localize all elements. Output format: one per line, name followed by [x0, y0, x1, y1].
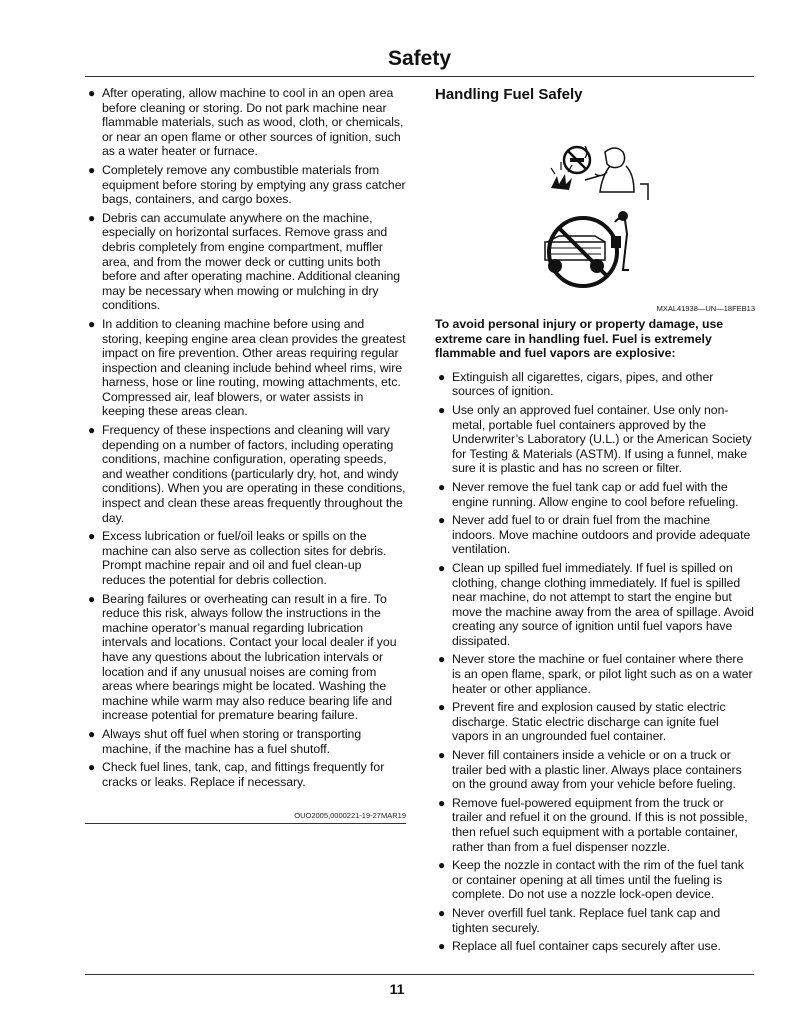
bullet-icon: ●: [438, 939, 446, 954]
list-item: ● Never store the machine or fuel container where there is an open flame, spark, or pilot light such as on a water heater or other appliance.: [438, 652, 753, 696]
section-title: Handling Fuel Safely: [435, 86, 583, 103]
list-item: ● Never overfill fuel tank. Replace fuel tank cap and tighten securely.: [438, 905, 721, 935]
bullet-icon: ●: [438, 560, 446, 575]
bullet-icon: ●: [88, 726, 96, 741]
bullet-icon: ●: [438, 369, 446, 384]
list-item: ● Keep the nozzle in contact with the rim of the fuel tank or container opening at all times until the fueling is complete. Do not use a nozzle lock-open device.: [438, 858, 744, 902]
bullet-icon: ●: [438, 700, 446, 715]
fuel-safety-illustration: [435, 114, 755, 302]
flame-icon: [551, 162, 572, 190]
bullet-icon: ●: [438, 795, 446, 810]
bullet-icon: ●: [438, 402, 446, 417]
bullet-icon: ●: [88, 86, 96, 100]
fuel-safety-graphic: [435, 114, 755, 302]
list-item: ● After operating, allow machine to cool in an open area before cleaning or storing. Do not park machine near flammable materials, such as wood, cloth, or chemicals, or near an open flame or other sources of ignition, such as a water heater or furnace.: [88, 86, 404, 159]
figure-caption: MXAL41938—UN—18FEB13: [656, 304, 755, 313]
page-header: [85, 44, 754, 77]
person-fueling-icon: [585, 148, 648, 200]
list-item: ● Extinguish all cigarettes, cigars, pipes, and other sources of ignition.: [438, 369, 714, 399]
list-item: ● Clean up spilled fuel immediately. If fuel is spilled on clothing, change clothing immediately. If fuel is spilled near machine, do not attempt to start the engine but move the machine away from the area of spillage. Avoid creating any source of ignition until fuel vapors have dissipated.: [438, 560, 754, 648]
right-bullet-list: [435, 370, 755, 954]
list-item: ● Bearing failures or overheating can result in a fire. To reduce this risk, always follow the instructions in the machine operator’s manual regarding lubrication intervals and locations. Contact your local dealer if you have any questions about the lubrication intervals or location and if any unusual noises are coming from areas where bearings might be located. Washing the machine while warm may also reduce bearing life and increase potential for premature bearing failure.: [88, 591, 397, 723]
footer-rule: [85, 974, 754, 975]
list-item: ● Frequency of these inspections and cleaning will vary depending on a number of factors, including operating conditions, machine configuration, operating speeds, and weather conditions (particularly dry, hot, and windy conditions). When you are operating in these conditions, inspect and clean these areas frequently throughout the day.: [88, 423, 406, 525]
left-column-divider: [85, 823, 406, 824]
bullet-icon: ●: [438, 652, 446, 667]
bullet-icon: ●: [438, 479, 446, 494]
bullet-icon: ●: [88, 591, 96, 606]
list-item: ● Never fill containers inside a vehicle or on a truck or trailer bed with a plastic liner. Always place containers on the ground away from your vehicle before fueling.: [438, 748, 742, 792]
list-item: ● Replace all fuel container caps securely after use.: [438, 939, 721, 954]
bullet-icon: ●: [88, 316, 96, 331]
bullet-icon: ●: [438, 748, 446, 763]
left-bullet-list: [85, 86, 406, 789]
list-item: ● Debris can accumulate anywhere on the machine, especially on horizontal surfaces. Remove grass and debris completely from engine compartment, muffler area, and from the mower deck or cutting units both before and after operating machine. Additional cleaning may be necessary when mowing or mulching in dry conditions.: [88, 210, 401, 313]
no-smoking-icon: [564, 146, 590, 173]
warning-lead: To avoid personal injury or property damage, use extreme care in handling fuel. Fuel is extremely flammable and fuel vapors are explosive:: [435, 317, 724, 361]
page-title: Safety: [387, 47, 452, 70]
list-item: ● Excess lubrication or fuel/oil leaks or spills on the machine can also serve as collection sites for debris. Prompt machine repair and oil and fuel clean-up reduces the potential for debris collection.: [88, 529, 387, 587]
bullet-icon: ●: [88, 760, 96, 775]
bullet-icon: ●: [438, 905, 446, 920]
no-refuel-running-engine-icon: [545, 211, 629, 286]
bullet-icon: ●: [88, 423, 96, 438]
bullet-icon: ●: [88, 210, 96, 225]
list-item: ● Completely remove any combustible materials from equipment before storing by emptying any grass catcher bags, containers, and cargo boxes.: [88, 162, 406, 207]
bullet-icon: ●: [438, 513, 446, 528]
reference-code: OUO2005,0000221-19-27MAR19: [294, 811, 406, 820]
right-column: [435, 86, 755, 958]
list-item: ● Check fuel lines, tank, cap, and fittings frequently for cracks or leaks. Replace if necessary.: [88, 760, 385, 789]
list-item: ● In addition to cleaning machine before using and storing, keeping engine area clean provides the greatest impact on fire prevention. Other areas requiring regular inspection and cleaning include behind wheel rims, wire harness, hose or line routing, mowing attachments, etc. Compressed air, leaf blowers, or water assists in keeping these areas clean.: [88, 316, 406, 419]
bullet-icon: ●: [438, 858, 446, 873]
page-number: 11: [389, 981, 405, 997]
bullet-icon: ●: [88, 162, 96, 177]
list-item: ● Always shut off fuel when storing or transporting machine, if the machine has a fuel shutoff.: [88, 726, 362, 756]
list-item: ● Use only an approved fuel container. Use only non-metal, portable fuel containers approved by the Underwriter’s Laboratory (U.L.) or the American Society for Testing & Materials (ASTM). If using a funnel, make sure it is plastic and has no screen or filter.: [438, 402, 752, 476]
list-item: ● Never remove the fuel tank cap or add fuel with the engine running. Allow engine to cool before refueling.: [438, 479, 739, 509]
bullet-icon: ●: [88, 529, 96, 544]
left-column: [85, 86, 406, 793]
list-item: ● Never add fuel to or drain fuel from the machine indoors. Move machine outdoors and provide adequate ventilation.: [438, 513, 751, 557]
list-item: ● Remove fuel-powered equipment from the truck or trailer and refuel it on the ground. If this is not possible, then refuel such equipment with a portable container, rather than from a fuel dispenser nozzle.: [438, 795, 748, 854]
list-item: ● Prevent fire and explosion caused by static electric discharge. Static electric discharge can ignite fuel vapors in an ungrounded fuel container.: [438, 700, 726, 744]
